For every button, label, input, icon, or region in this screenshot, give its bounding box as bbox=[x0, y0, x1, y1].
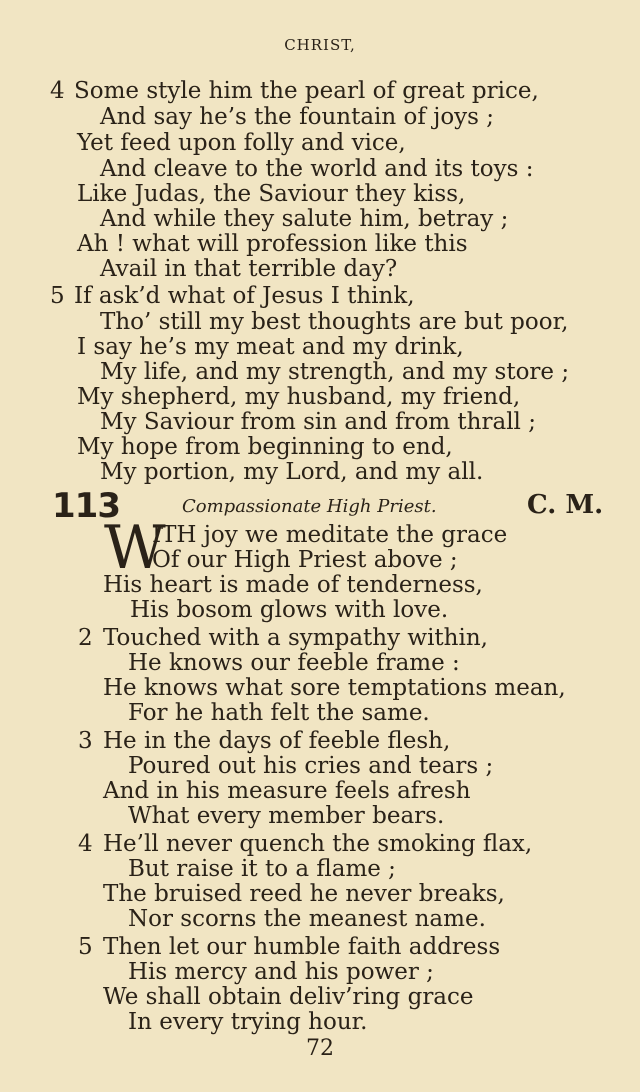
verse-line: Nor scorns the meanest name. bbox=[128, 906, 486, 932]
stanza-number: 3 bbox=[78, 728, 93, 754]
running-header: CHRIST, bbox=[284, 36, 356, 54]
verse-line: Like Judas, the Saviour they kiss, bbox=[77, 181, 466, 207]
verse-line: And cleave to the world and its toys : bbox=[100, 156, 534, 182]
verse-line: We shall obtain deliv’ring grace bbox=[103, 984, 474, 1010]
verse-line: My hope from beginning to end, bbox=[77, 434, 453, 460]
verse-line: Of our High Priest above ; bbox=[152, 547, 458, 573]
drop-cap: W bbox=[104, 513, 166, 583]
verse-line: For he hath felt the same. bbox=[128, 700, 430, 726]
verse-line: His bosom glows with love. bbox=[130, 597, 449, 623]
verse-line: Tho’ still my best thoughts are but poor, bbox=[100, 309, 569, 335]
verse-line: Some style him the pearl of great price, bbox=[74, 78, 539, 104]
stanza-number: 5 bbox=[50, 283, 65, 309]
stanza-number: 4 bbox=[50, 78, 65, 104]
stanza-number: 5 bbox=[78, 934, 93, 960]
page-number: 72 bbox=[306, 1036, 334, 1061]
verse-line: Yet feed upon folly and vice, bbox=[77, 130, 406, 156]
verse-line: He knows what sore temptations mean, bbox=[103, 675, 566, 701]
stanza-number: 2 bbox=[78, 625, 93, 651]
hymn-meter: C. M. bbox=[527, 490, 604, 520]
verse-line: And in his measure feels afresh bbox=[103, 778, 471, 804]
verse-line: He’ll never quench the smoking flax, bbox=[103, 831, 533, 857]
verse-line: Touched with a sympathy within, bbox=[103, 625, 488, 651]
verse-line: He knows our feeble frame : bbox=[128, 650, 460, 676]
stanza-number: 4 bbox=[78, 831, 93, 857]
verse-line: The bruised reed he never breaks, bbox=[103, 881, 505, 907]
verse-line: My shepherd, my husband, my friend, bbox=[77, 384, 521, 410]
verse-line: His mercy and his power ; bbox=[128, 959, 434, 985]
verse-line: My Saviour from sin and from thrall ; bbox=[100, 409, 536, 435]
verse-line: Ah ! what will profession like this bbox=[77, 231, 468, 257]
verse-line: Poured out his cries and tears ; bbox=[128, 753, 494, 779]
verse-line: He in the days of feeble flesh, bbox=[103, 728, 451, 754]
verse-line: What every member bears. bbox=[128, 803, 445, 829]
verse-line: My portion, my Lord, and my all. bbox=[100, 459, 484, 485]
verse-line: But raise it to a flame ; bbox=[128, 856, 396, 882]
verse-line: His heart is made of tenderness, bbox=[103, 572, 483, 598]
verse-line: My life, and my strength, and my store ; bbox=[100, 359, 570, 385]
verse-line: And say he’s the fountain of joys ; bbox=[100, 104, 495, 130]
verse-line: If ask’d what of Jesus I think, bbox=[74, 283, 415, 309]
verse-line: And while they salute him, betray ; bbox=[100, 206, 509, 232]
verse-line: I say he’s my meat and my drink, bbox=[77, 334, 464, 360]
verse-line: Then let our humble faith address bbox=[103, 934, 501, 960]
hymn-title: Compassionate High Priest. bbox=[182, 496, 437, 517]
verse-line: ITH joy we meditate the grace bbox=[152, 522, 508, 548]
hymn-number: 113 bbox=[52, 486, 120, 526]
verse-line: In every trying hour. bbox=[128, 1009, 368, 1035]
verse-line: Avail in that terrible day? bbox=[100, 256, 398, 282]
